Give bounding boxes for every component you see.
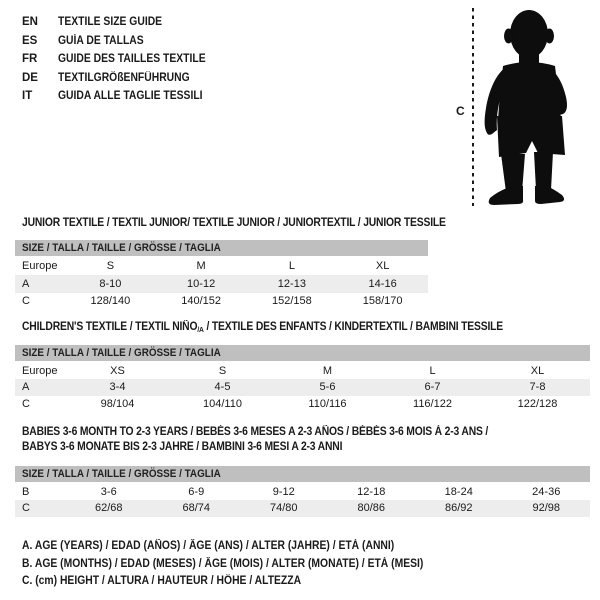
lang-code: IT <box>22 90 33 103</box>
babies-table-title: BABIES 3-6 MONTH TO 2-3 YEARS / BEBÉS 3-6 MESES A 2-3 AÑOS / BÉBÉS 3-6 MOIS À 2-3 ANS / BABYS 3-6 MONATE BIS 2-3 JAHRE / BAMBINI 3-6 MESI A 2-3 ANNI <box>22 426 489 453</box>
table-row: A 8-10 10-12 12-13 14-16 <box>15 275 428 293</box>
row-label: Europe <box>22 364 58 377</box>
lang-title: GUIDE DES TAILLES TEXTILE <box>58 53 206 66</box>
lang-row-es <box>22 32 222 51</box>
lang-title: GUIDA ALLE TAGLIE TESSILI <box>58 90 203 103</box>
row-label: A <box>22 277 30 290</box>
lang-title: TEXTILE SIZE GUIDE <box>58 16 163 29</box>
lang-row-it <box>22 87 222 106</box>
size-header-band: SIZE / TALLA / TAILLE / GRÖSSE / TAGLIA <box>15 345 590 361</box>
babies-size-table <box>15 466 590 517</box>
legend-notes <box>22 537 468 590</box>
table-row: C 128/140 140/152 152/158 158/170 <box>15 293 428 311</box>
baby-silhouette-icon <box>481 8 571 206</box>
language-title-list <box>22 13 222 106</box>
table-row: Europe S M L XL <box>15 258 428 276</box>
table-row: A 3-4 4-5 5-6 6-7 7-8 <box>15 379 590 396</box>
lang-title: GUÍA DE TALLAS <box>58 34 144 47</box>
note-age-months: B. AGE (MONTHS) / EDAD (MESES) / ÂGE (MOIS) / ALTER (MONATE) / ETÀ (MESI) <box>22 557 424 570</box>
note-age-years: A. AGE (YEARS) / EDAD (AÑOS) / ÂGE (ANS) / ALTER (JAHRE) / ETÀ (ANNI) <box>22 539 395 552</box>
row-label: C <box>22 397 30 410</box>
junior-size-table <box>15 240 428 310</box>
children-table-title: CHILDREN'S TEXTILE / TEXTIL $NIÑO_{/A}$ / TEXTILE DES ENFANTS / KINDERTEXTIL / BAMBINI TESSILE <box>22 321 504 334</box>
row-label: A <box>22 381 30 394</box>
lang-code: FR <box>22 53 38 66</box>
size-header-band: SIZE / TALLA / TAILLE / GRÖSSE / TAGLIA <box>15 240 428 256</box>
lang-title: TEXTILGRÖßENFÜHRUNG <box>58 71 190 84</box>
row-label: C <box>22 502 30 515</box>
row-label: B <box>22 485 30 498</box>
lang-row-de <box>22 69 222 88</box>
size-header-band: SIZE / TALLA / TAILLE / GRÖSSE / TAGLIA <box>15 466 590 482</box>
lang-code: DE <box>22 71 38 84</box>
table-row: C 98/104 104/110 110/116 116/122 122/128 <box>15 396 590 413</box>
height-measure-dashed-line <box>472 8 474 206</box>
subscript-a: /A <box>197 325 204 334</box>
lang-code: ES <box>22 34 38 47</box>
height-measure-label: C <box>456 104 465 118</box>
junior-table-title: JUNIOR TEXTILE / TEXTIL JUNIOR/ TEXTILE JUNIOR / JUNIORTEXTIL / JUNIOR TESSILE <box>22 217 446 229</box>
lang-code: EN <box>22 16 38 29</box>
lang-row-en <box>22 13 222 32</box>
children-size-table <box>15 345 590 412</box>
row-label: C <box>22 295 30 308</box>
table-row: Europe XS S M L XL <box>15 363 590 380</box>
row-label: Europe <box>22 260 58 273</box>
table-row: C 62/68 68/74 74/80 80/86 86/92 92/98 <box>15 500 590 517</box>
lang-row-fr <box>22 50 222 69</box>
note-height-cm: C. (cm) HEIGHT / ALTURA / HAUTEUR / HÖHE / ALTEZZA <box>22 575 302 588</box>
table-row: B 3-6 6-9 9-12 12-18 18-24 24-36 <box>15 484 590 501</box>
